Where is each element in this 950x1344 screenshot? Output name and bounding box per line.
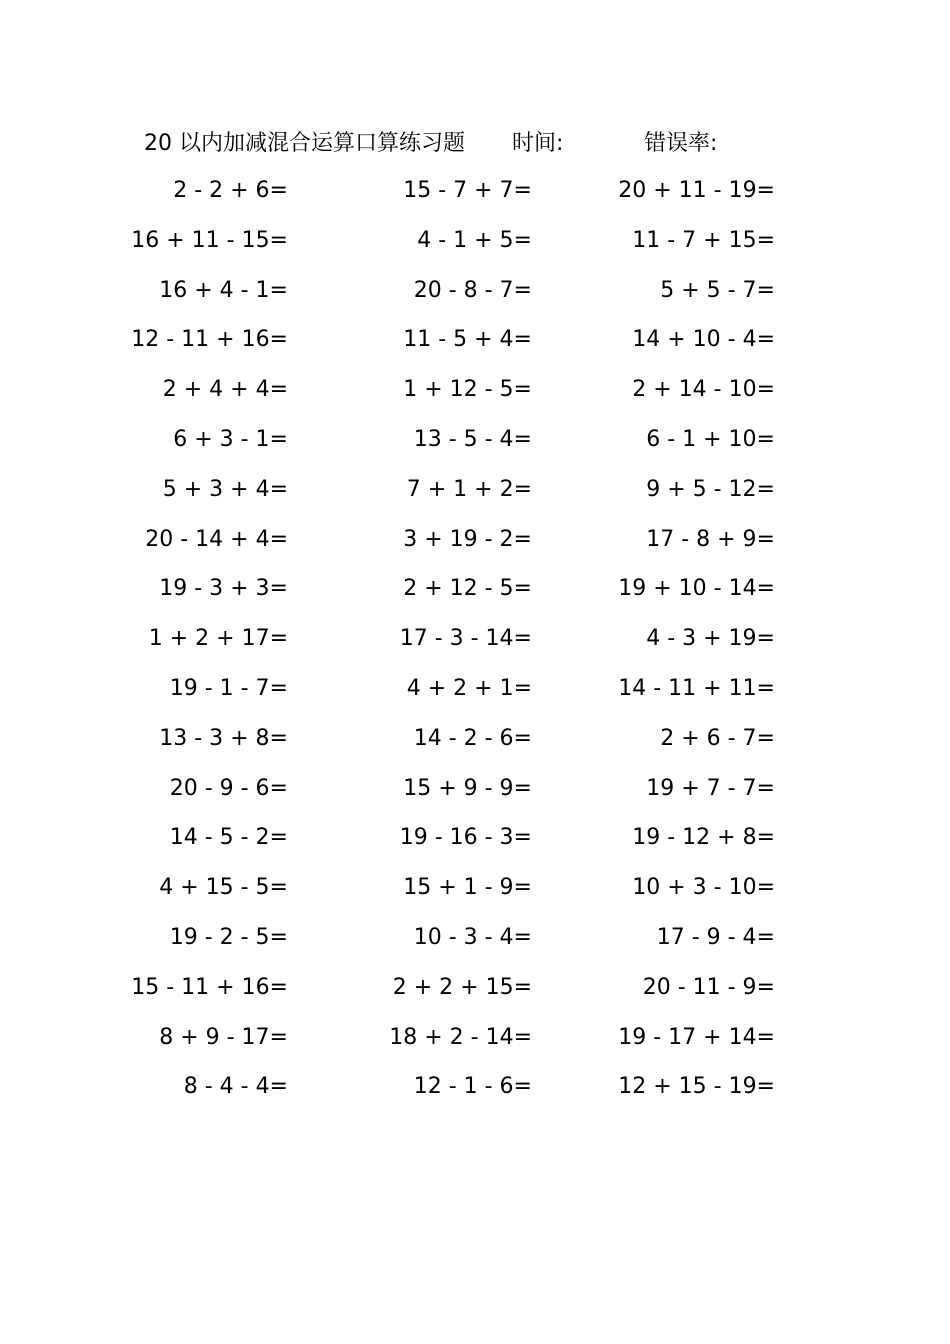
- math-problem: 4 + 15 - 5=: [159, 875, 288, 901]
- problem-row: [0, 918, 950, 968]
- math-problem: 4 - 1 + 5=: [417, 227, 532, 253]
- math-problem: 9 + 5 - 12=: [646, 476, 775, 502]
- time-label: 时间:: [512, 131, 564, 156]
- math-problem: 19 - 1 - 7=: [169, 675, 288, 701]
- problem-row: [0, 619, 950, 669]
- math-problem: 19 - 17 + 14=: [618, 1024, 775, 1050]
- math-problem: 15 - 11 + 16=: [131, 974, 288, 1000]
- math-problem: 16 + 11 - 15=: [131, 227, 288, 253]
- math-problem: 15 - 7 + 7=: [403, 178, 532, 203]
- math-problem: 11 - 5 + 4=: [403, 327, 532, 353]
- problem-row: [0, 769, 950, 819]
- math-problem: 19 - 16 - 3=: [399, 825, 532, 851]
- problem-row: [0, 420, 950, 470]
- problem-row: [0, 818, 950, 868]
- math-problem: 2 + 12 - 5=: [403, 576, 532, 602]
- worksheet-header: [144, 124, 844, 164]
- math-problem: 17 - 9 - 4=: [656, 924, 775, 950]
- math-problem: 7 + 1 + 2=: [406, 476, 532, 502]
- math-problem: 2 - 2 + 6=: [173, 178, 288, 203]
- math-problem: 15 + 9 - 9=: [403, 775, 532, 801]
- math-problem: 5 + 3 + 4=: [162, 476, 288, 502]
- math-problem: 13 - 3 + 8=: [159, 725, 288, 751]
- math-problem: 12 - 11 + 16=: [131, 327, 288, 353]
- math-problem: 19 - 12 + 8=: [632, 825, 775, 851]
- math-problem: 19 - 2 - 5=: [169, 924, 288, 950]
- problem-row: [0, 520, 950, 570]
- problem-row: [0, 470, 950, 520]
- problem-row: [0, 968, 950, 1018]
- math-problem: 2 + 2 + 15=: [392, 974, 532, 1000]
- error-rate-label: 错误率:: [644, 131, 718, 156]
- problem-row: [0, 868, 950, 918]
- math-problem: 15 + 1 - 9=: [403, 875, 532, 901]
- math-problem: 2 + 14 - 10=: [632, 377, 775, 403]
- problem-grid: [0, 171, 950, 1117]
- math-problem: 16 + 4 - 1=: [159, 277, 288, 303]
- math-problem: 12 - 1 - 6=: [413, 1074, 532, 1100]
- problem-row: [0, 669, 950, 719]
- math-problem: 4 + 2 + 1=: [406, 675, 532, 701]
- math-problem: 6 + 3 - 1=: [173, 426, 288, 452]
- math-problem: 18 + 2 - 14=: [389, 1024, 532, 1050]
- math-problem: 2 + 4 + 4=: [162, 377, 288, 403]
- math-problem: 20 - 9 - 6=: [169, 775, 288, 801]
- math-problem: 19 + 10 - 14=: [618, 576, 775, 602]
- math-problem: 20 - 11 - 9=: [642, 974, 775, 1000]
- problem-row: [0, 171, 950, 221]
- problem-row: [0, 370, 950, 420]
- math-problem: 17 - 8 + 9=: [646, 526, 775, 552]
- math-problem: 14 - 11 + 11=: [618, 675, 775, 701]
- math-problem: 5 + 5 - 7=: [660, 277, 775, 303]
- math-problem: 20 + 11 - 19=: [618, 178, 775, 203]
- math-problem: 14 - 2 - 6=: [413, 725, 532, 751]
- math-problem: 1 + 2 + 17=: [148, 626, 288, 652]
- math-problem: 19 + 7 - 7=: [646, 775, 775, 801]
- problem-row: [0, 271, 950, 321]
- math-problem: 6 - 1 + 10=: [646, 426, 775, 452]
- math-problem: 10 - 3 - 4=: [413, 924, 532, 950]
- math-problem: 1 + 12 - 5=: [403, 377, 532, 403]
- math-problem: 8 + 9 - 17=: [159, 1024, 288, 1050]
- problem-row: [0, 320, 950, 370]
- math-problem: 20 - 14 + 4=: [145, 526, 288, 552]
- math-problem: 17 - 3 - 14=: [399, 626, 532, 652]
- math-problem: 2 + 6 - 7=: [660, 725, 775, 751]
- math-problem: 11 - 7 + 15=: [632, 227, 775, 253]
- math-problem: 14 + 10 - 4=: [632, 327, 775, 353]
- problem-row: [0, 221, 950, 271]
- math-problem: 13 - 5 - 4=: [413, 426, 532, 452]
- math-problem: 12 + 15 - 19=: [618, 1074, 775, 1100]
- problem-row: [0, 569, 950, 619]
- problem-row: [0, 719, 950, 769]
- problem-row: [0, 1018, 950, 1068]
- math-problem: 19 - 3 + 3=: [159, 576, 288, 602]
- math-problem: 14 - 5 - 2=: [169, 825, 288, 851]
- math-problem: 3 + 19 - 2=: [403, 526, 532, 552]
- math-problem: 10 + 3 - 10=: [632, 875, 775, 901]
- math-problem: 20 - 8 - 7=: [413, 277, 532, 303]
- problem-row: [0, 1067, 950, 1117]
- math-problem: 8 - 4 - 4=: [183, 1074, 288, 1100]
- math-problem: 4 - 3 + 19=: [646, 626, 775, 652]
- worksheet-title: 20 以内加减混合运算口算练习题: [144, 131, 465, 156]
